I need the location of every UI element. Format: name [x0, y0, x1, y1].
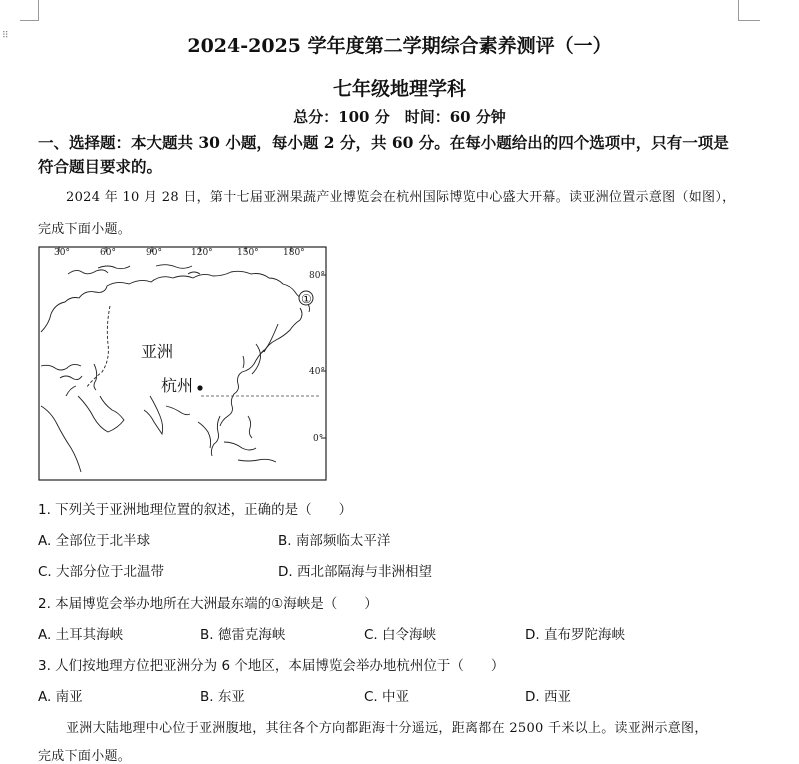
q1-option-a[interactable]: A. 全部位于北半球 — [38, 533, 151, 549]
lon-label-180: 180° — [283, 248, 305, 258]
lat-label-0: 0° — [313, 434, 324, 444]
outro-line2: 完成下面小题。 — [38, 749, 132, 764]
lon-label-30: 30° — [54, 248, 70, 258]
q1-option-c[interactable]: C. 大部分位于北温带 — [38, 564, 165, 580]
margin-corner-right — [738, 0, 739, 20]
question-1: 1. 下列关于亚洲地理位置的叙述，正确的是（ ） — [38, 502, 353, 518]
lon-label-60: 60° — [100, 248, 116, 258]
intro-line2: 完成下面小题。 — [38, 222, 132, 237]
lat-label-80: 80° — [309, 271, 325, 281]
section-heading-line2: 符合题目要求的。 — [38, 157, 163, 176]
q2-option-c[interactable]: C. 白令海峡 — [364, 627, 437, 643]
question-3: 3. 人们按地理方位把亚洲分为 6 个地区，本届博览会举办地杭州位于（ ） — [38, 658, 505, 674]
exam-subject: 七年级地理学科 — [332, 78, 466, 100]
q2-option-b[interactable]: B. 德雷克海峡 — [200, 627, 286, 643]
q2-option-a[interactable]: A. 土耳其海峡 — [38, 627, 124, 643]
asia-location-map — [38, 246, 328, 482]
question-2: 2. 本届博览会举办地所在大洲最东端的①海峡是（ ） — [38, 596, 378, 612]
section-heading-line1: 一、选择题：本大题共 30 小题，每小题 2 分，共 60 分。在每小题给出的四个选项中，只有一项是 — [38, 133, 729, 152]
margin-corner-right-h — [738, 20, 760, 21]
map-frame — [39, 247, 326, 480]
margin-corner-left — [38, 0, 39, 21]
asia-label: 亚洲 — [141, 342, 174, 361]
lat-label-40: 40° — [309, 367, 325, 377]
q1-option-d[interactable]: D. 西北部隔海与非洲相望 — [278, 564, 432, 580]
q3-option-a[interactable]: A. 南亚 — [38, 689, 83, 705]
exam-title: 2024-2025 学年度第二学期综合素养测评（一） — [187, 35, 612, 57]
q3-option-d[interactable]: D. 西亚 — [525, 689, 571, 705]
drag-handle-icon[interactable]: ⠿ — [2, 31, 10, 41]
score-time: 总分：100 分 时间：60 分钟 — [293, 108, 506, 126]
hangzhou-dot — [197, 385, 202, 390]
hangzhou-label: 杭州 — [161, 376, 194, 395]
lon-label-90: 90° — [146, 248, 162, 258]
margin-corner-left-h — [20, 20, 39, 21]
outro-line1: 亚洲大陆地理中心位于亚洲腹地，其往各个方向都距海十分遥远，距离都在 2500 千米以上。读亚洲示意图， — [66, 721, 708, 736]
q2-option-d[interactable]: D. 直布罗陀海峡 — [525, 627, 625, 643]
intro-line1: 2024 年 10 月 28 日，第十七届亚洲果蔬产业博览会在杭州国际博览中心盛大开幕。读亚洲位置示意图（如图）， — [66, 190, 736, 205]
q1-option-b[interactable]: B. 南部频临太平洋 — [278, 533, 391, 549]
q3-option-b[interactable]: B. 东亚 — [200, 689, 245, 705]
lon-label-120: 120° — [191, 248, 213, 258]
lon-label-150: 150° — [237, 248, 259, 258]
q3-option-c[interactable]: C. 中亚 — [364, 689, 410, 705]
strait-marker: ① — [301, 292, 312, 306]
